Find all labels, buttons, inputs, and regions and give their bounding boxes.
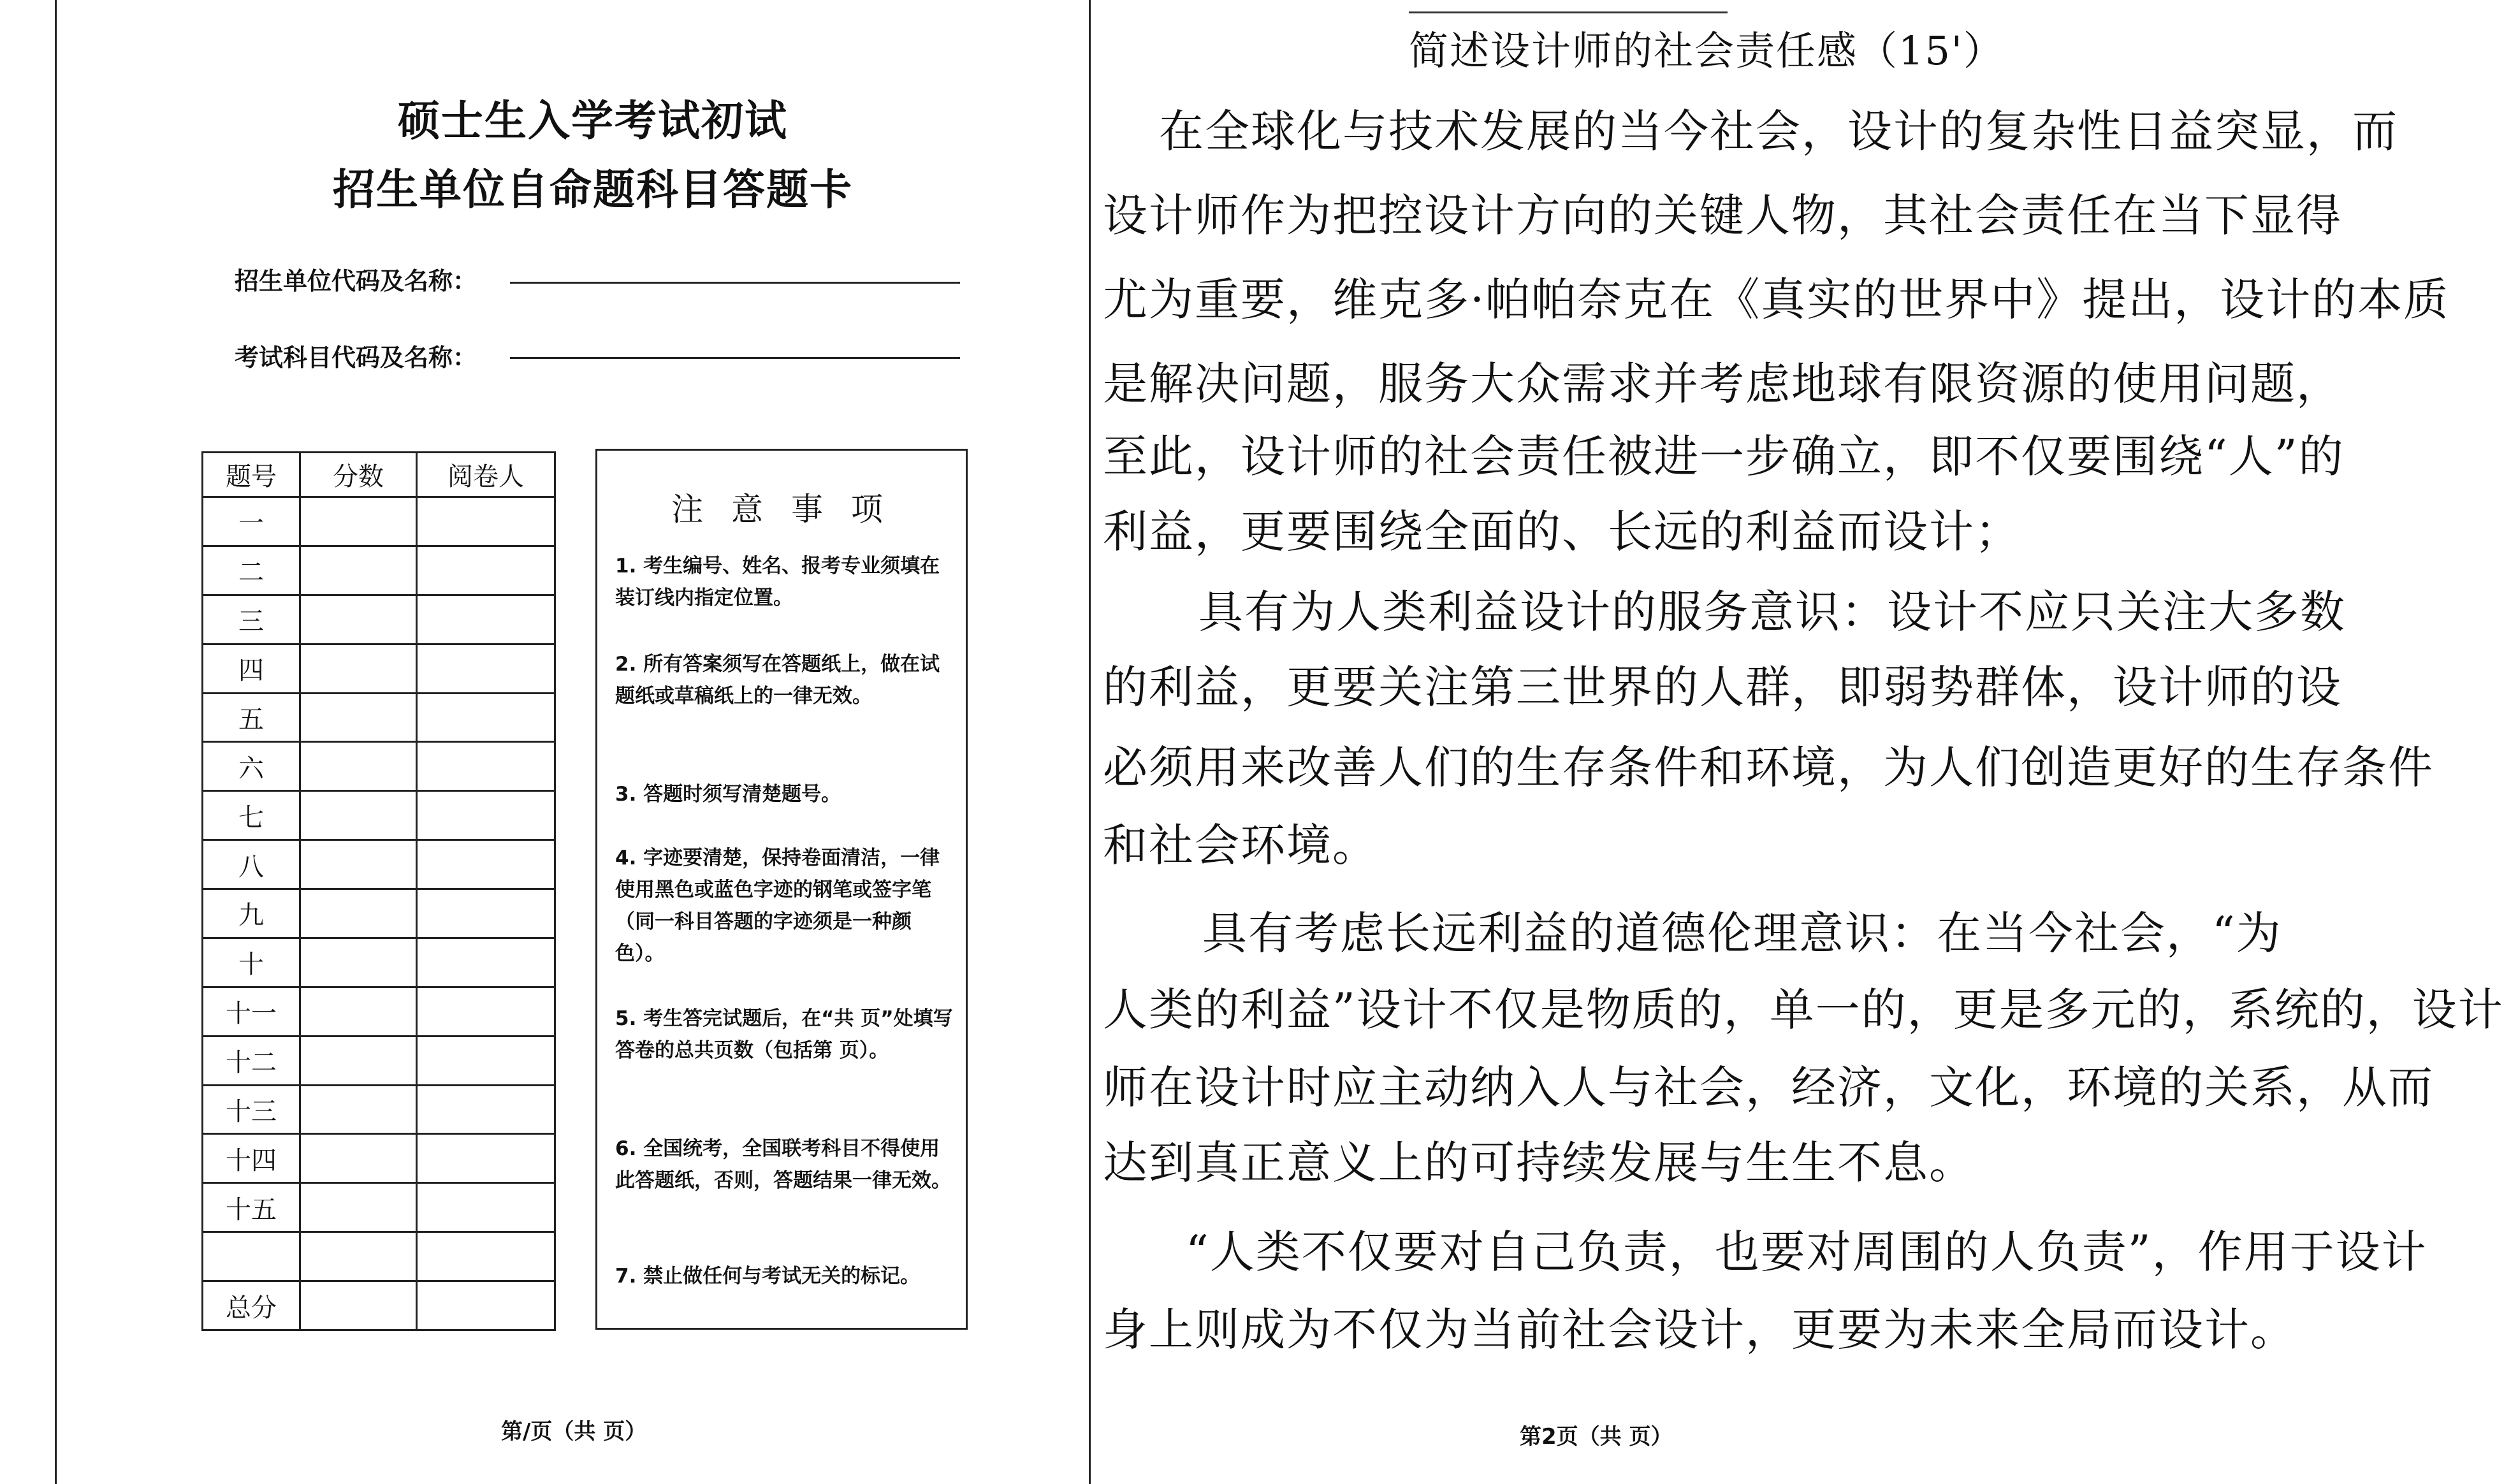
- answer-line: 人类的利益”设计不仅是物质的，单一的，更是多元的，系统的，设计: [1103, 984, 2504, 1036]
- table-row: [203, 1232, 555, 1281]
- answer-line: 身上则成为不仅为当前社会设计，更要为未来全局而设计。: [1103, 1304, 2296, 1356]
- total-label-cell: 总分: [203, 1281, 300, 1330]
- grader-cell[interactable]: [417, 644, 555, 693]
- answer-line: 尤为重要，维克多·帕帕奈克在《真实的世界中》提出，设计的本质: [1103, 273, 2450, 326]
- score-cell[interactable]: [300, 889, 417, 938]
- field-subject-label: 考试科目代码及名称：: [235, 344, 477, 372]
- score-cell[interactable]: [300, 791, 417, 840]
- notice-item-1: 1. 考生编号、姓名、报考专业须填在装订线内指定位置。: [615, 555, 940, 609]
- answer-line: 的利益，更要关注第三世界的人群，即弱势群体，设计师的设: [1103, 661, 2342, 713]
- table-row: [203, 1134, 555, 1183]
- answer-line: 是解决问题，服务大众需求并考虑地球有限资源的使用问题，: [1103, 358, 2342, 410]
- field-subject-line[interactable]: [510, 357, 960, 359]
- grader-cell[interactable]: [417, 546, 555, 595]
- table-row: [203, 987, 555, 1036]
- question-number-cell: 九: [203, 889, 300, 938]
- grader-cell[interactable]: [417, 938, 555, 987]
- question-number-cell: 二: [203, 546, 300, 595]
- notice-item-7: 7. 禁止做任何与考试无关的标记。: [615, 1265, 921, 1288]
- answer-line: 至此，设计师的社会责任被进一步确立，即不仅要围绕“人”的: [1103, 430, 2345, 483]
- cut-off-header: [1409, 0, 1728, 13]
- grader-cell[interactable]: [417, 987, 555, 1036]
- answer-line: 具有为人类利益设计的服务意识：设计不应只关注大多数: [1198, 586, 2346, 638]
- question-number-cell: 十: [203, 938, 300, 987]
- score-cell[interactable]: [300, 742, 417, 791]
- question-number-cell: 十一: [203, 987, 300, 1036]
- score-cell[interactable]: [300, 1183, 417, 1232]
- header-question-no: 题号: [203, 453, 300, 497]
- question-number-cell: 十四: [203, 1134, 300, 1183]
- answer-line: 具有考虑长远利益的道德伦理意识：在当今社会，“为: [1202, 907, 2282, 959]
- grader-cell[interactable]: [417, 1085, 555, 1134]
- notice-title: 注 意 事 项: [671, 491, 892, 528]
- answer-line: 必须用来改善人们的生存条件和环境，为人们创造更好的生存条件: [1103, 741, 2434, 794]
- grader-cell[interactable]: [417, 693, 555, 742]
- left-binding-line: [55, 0, 57, 1484]
- total-grader-cell[interactable]: [417, 1281, 555, 1330]
- grader-cell[interactable]: [417, 497, 555, 546]
- center-binding-line: [1089, 0, 1091, 1484]
- answer-line: 达到真正意义上的可持续发展与生生不息。: [1103, 1137, 1975, 1189]
- grader-cell[interactable]: [417, 1134, 555, 1183]
- score-cell[interactable]: [300, 938, 417, 987]
- field-unit-line[interactable]: [510, 282, 960, 284]
- notice-item-4: 4. 字迹要清楚，保持卷面清洁，一律使用黑色或蓝色字迹的钢笔或签字笔（同一科目答题的字迹须是一种颜色）。: [615, 847, 940, 965]
- table-row: [203, 1183, 555, 1232]
- field-unit-label: 招生单位代码及名称：: [235, 267, 477, 295]
- score-cell[interactable]: [300, 693, 417, 742]
- grader-cell[interactable]: [417, 791, 555, 840]
- score-cell[interactable]: [300, 840, 417, 889]
- grader-cell[interactable]: [417, 1036, 555, 1085]
- notice-item-5: 5. 考生答完试题后，在“共 页”处填写答卷的总共页数（包括第 页）。: [615, 1007, 953, 1062]
- notice-item-3: 3. 答题时须写清楚题号。: [615, 783, 841, 806]
- answer-line: 在全球化与技术发展的当今社会，设计的复杂性日益突显，而: [1159, 105, 2398, 157]
- table-row: [203, 938, 555, 987]
- question-number-cell: 十三: [203, 1085, 300, 1134]
- question-number-cell: 七: [203, 791, 300, 840]
- left-page-footer: 第/页（共 页）: [501, 1419, 647, 1444]
- score-cell[interactable]: [300, 1036, 417, 1085]
- right-page-footer: 第2页（共 页）: [1520, 1424, 1673, 1450]
- score-cell[interactable]: [300, 1085, 417, 1134]
- score-cell[interactable]: [300, 497, 417, 546]
- table-row: [203, 742, 555, 791]
- table-row: [203, 791, 555, 840]
- score-cell[interactable]: [300, 546, 417, 595]
- score-cell[interactable]: [300, 987, 417, 1036]
- answer-line: 和社会环境。: [1103, 819, 1378, 871]
- table-row: [203, 644, 555, 693]
- question-number-cell: 八: [203, 840, 300, 889]
- title-line-1: 硕士生入学考试初试: [398, 96, 788, 145]
- total-score-cell[interactable]: [300, 1281, 417, 1330]
- notice-box: [595, 449, 968, 1330]
- question-number-cell: 十五: [203, 1183, 300, 1232]
- question-number-cell: 一: [203, 497, 300, 546]
- question-number-cell: 三: [203, 595, 300, 644]
- table-row: [203, 546, 555, 595]
- grader-cell[interactable]: [417, 1183, 555, 1232]
- score-cell[interactable]: [300, 1232, 417, 1281]
- question-number-cell: 四: [203, 644, 300, 693]
- grader-cell[interactable]: [417, 595, 555, 644]
- notice-item-2: 2. 所有答案须写在答题纸上，做在试题纸或草稿纸上的一律无效。: [615, 653, 940, 708]
- table-row: [203, 1036, 555, 1085]
- table-row: [203, 595, 555, 644]
- table-row: [203, 1085, 555, 1134]
- answer-heading: 简述设计师的社会责任感（15'）: [1409, 27, 2004, 74]
- grader-cell[interactable]: [417, 742, 555, 791]
- table-row: [203, 840, 555, 889]
- notice-item-6: 6. 全国统考，全国联考科目不得使用此答题纸，否则，答题结果一律无效。: [615, 1137, 951, 1192]
- table-row: [203, 889, 555, 938]
- answer-line: 利益，更要围绕全面的、长远的利益而设计；: [1103, 506, 2021, 558]
- header-grader: 阅卷人: [417, 453, 555, 497]
- question-number-cell: 五: [203, 693, 300, 742]
- grader-cell[interactable]: [417, 889, 555, 938]
- grader-cell[interactable]: [417, 1232, 555, 1281]
- question-number-cell: 十二: [203, 1036, 300, 1085]
- grader-cell[interactable]: [417, 840, 555, 889]
- score-table: [201, 451, 556, 1331]
- table-row: [203, 497, 555, 546]
- question-number-cell: [203, 1232, 300, 1281]
- score-table-body: [203, 497, 555, 1330]
- table-row: [203, 693, 555, 742]
- score-cell[interactable]: [300, 1134, 417, 1183]
- answer-line: 师在设计时应主动纳入人与社会，经济，文化，环境的关系，从而: [1103, 1061, 2434, 1114]
- score-cell[interactable]: [300, 644, 417, 693]
- total-row: [203, 1281, 555, 1330]
- header-score: 分数: [300, 453, 417, 497]
- question-number-cell: 六: [203, 742, 300, 791]
- answer-line: “人类不仅要对自己负责，也要对周围的人负责”，作用于设计: [1186, 1226, 2428, 1278]
- score-cell[interactable]: [300, 595, 417, 644]
- title-line-2: 招生单位自命题科目答题卡: [333, 165, 853, 214]
- answer-line: 设计师作为把控设计方向的关键人物，其社会责任在当下显得: [1103, 189, 2342, 242]
